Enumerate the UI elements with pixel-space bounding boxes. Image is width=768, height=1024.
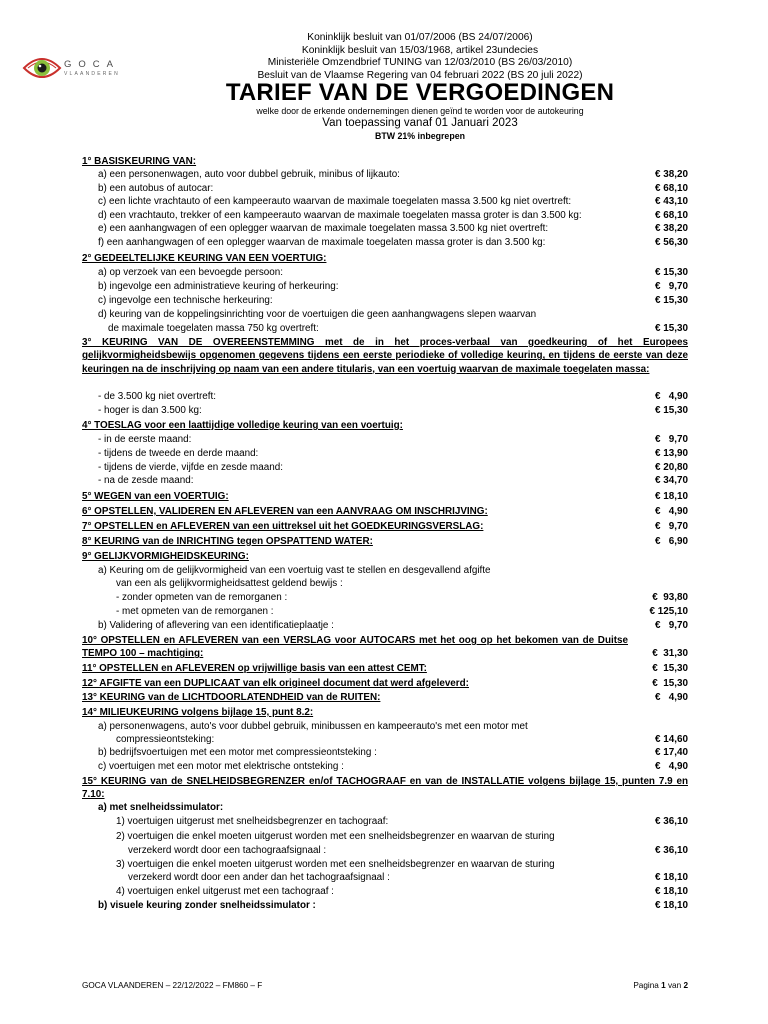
tariff-row bbox=[82, 461, 688, 474]
tariff-label: 1) voertuigen uitgerust met snelheidsbegrenzer en tachograaf: bbox=[116, 816, 389, 827]
section-title: 12° AFGIFTE van een DUPLICAAT van elk origineel document dat werd afgeleverd: bbox=[82, 678, 469, 689]
tariff-price: € 68,10 bbox=[655, 183, 688, 194]
tariff-label: f) een aanhangwagen of een oplegger waarvan de maximale toegelaten massa groter is dan 3.500 kg: bbox=[98, 237, 546, 248]
legal-ref: Koninklijk besluit van 15/03/1968, artikel 23undecies bbox=[301, 44, 539, 56]
tariff-price: € 4,90 bbox=[655, 391, 688, 402]
tariff-price: € 15,30 bbox=[652, 678, 688, 689]
tariff-price: € 18,10 bbox=[655, 886, 688, 897]
section-4-title bbox=[82, 419, 688, 432]
tariff-label: b) een autobus of autocar: bbox=[98, 183, 214, 194]
page-of: van bbox=[667, 981, 682, 990]
tariff-label: b) bedrijfsvoertuigen met een motor met compressieontsteking : bbox=[98, 747, 377, 758]
tariff-price: € 4,90 bbox=[655, 761, 688, 772]
section-title: 2° GEDEELTELIJKE KEURING VAN EEN VOERTUIG: bbox=[82, 253, 327, 264]
tariff-price: € 9,70 bbox=[655, 281, 688, 292]
tariff-label: 2) voertuigen die enkel moeten uitgerust worden met een snelheidsbegrenzer en waarvan de sturing bbox=[116, 831, 555, 842]
section-title: 11° OPSTELLEN en AFLEVEREN op vrijwillige basis van een attest CEMT: bbox=[82, 663, 427, 674]
tariff-price: € 93,80 bbox=[652, 592, 688, 603]
section-title: 13° KEURING van de LICHTDOORLATENDHEID van de RUITEN: bbox=[82, 692, 381, 703]
section-title: 1° BASISKEURING VAN: bbox=[82, 156, 197, 167]
tariff-label: - met opmeten van de remorganen : bbox=[116, 606, 274, 617]
tariff-price: € 9,70 bbox=[655, 434, 688, 445]
tariff-label: a) op verzoek van een bevoegde persoon: bbox=[98, 267, 284, 278]
tariff-price: € 125,10 bbox=[649, 606, 688, 617]
section-2-title bbox=[82, 252, 688, 265]
page-prefix: Pagina bbox=[633, 981, 659, 990]
section-title: 8° KEURING van de INRICHTING tegen OPSPATTEND WATER: bbox=[82, 536, 373, 547]
tariff-price: € 17,40 bbox=[655, 747, 688, 758]
tariff-label: d) een vrachtauto, trekker of een kampeerauto waarvan de maximale toegelaten massa groter is dan 3.500 kg: bbox=[98, 210, 582, 221]
tariff-price: € 13,90 bbox=[655, 448, 688, 459]
tariff-price: € 18,10 bbox=[655, 872, 688, 883]
section-title: 7° OPSTELLEN en AFLEVEREN van een uittreksel uit het GOEDKEURINGSVERSLAG: bbox=[82, 521, 484, 532]
logo-name: GOCA bbox=[64, 59, 120, 70]
section-title: 4° TOESLAG voor een laattijdige volledige keuring van een voertuig: bbox=[82, 420, 403, 431]
tariff-price: € 9,70 bbox=[655, 620, 688, 631]
section-15-title bbox=[82, 775, 688, 802]
tariff-row bbox=[82, 577, 688, 590]
tariff-label: a) personenwagens, auto's voor dubbel gebruik, minibussen en kampeerauto's met een motor met bbox=[98, 721, 528, 732]
tariff-label: a) met snelheidssimulator: bbox=[98, 802, 224, 813]
tariff-row bbox=[82, 591, 688, 604]
tariff-label: de maximale toegelaten massa 750 kg overtreft: bbox=[108, 323, 319, 334]
tariff-row bbox=[82, 195, 688, 208]
page-total: 2 bbox=[683, 981, 688, 990]
tariff-label: c) voertuigen met een motor met elektrische ontsteking : bbox=[98, 761, 344, 772]
tariff-row bbox=[82, 404, 688, 417]
tariff-price: € 15,30 bbox=[655, 405, 688, 416]
tariff-label: verzekerd wordt door een tachograafsignaal : bbox=[128, 845, 327, 856]
tariff-label: 3) voertuigen die enkel moeten uitgerust worden met een snelheidsbegrenzer en waarvan de sturing bbox=[116, 859, 555, 870]
section-1-title bbox=[82, 155, 688, 168]
tariff-label: c) een lichte vrachtauto of een kampeerauto waarvan de maximale toegelaten massa 3.500 kg niet overtreft: bbox=[98, 196, 572, 207]
tariff-row bbox=[82, 619, 688, 632]
tariff-label: - in de eerste maand: bbox=[98, 434, 192, 445]
tariff-price: € 6,90 bbox=[655, 536, 688, 547]
legal-ref: Ministeriële Omzendbrief TUNING van 12/03/2010 (BS 26/03/2010) bbox=[267, 57, 573, 68]
tariff-price: € 15,30 bbox=[655, 267, 688, 278]
tariff-row bbox=[82, 266, 688, 279]
tariff-row bbox=[82, 236, 688, 249]
tariff-row bbox=[82, 647, 688, 660]
tariff-row bbox=[82, 474, 688, 487]
tariff-label: - na de zesde maand: bbox=[98, 475, 194, 486]
tariff-label: - tijdens de vierde, vijfde en zesde maand: bbox=[98, 462, 283, 473]
logo-sub: VLAANDEREN bbox=[64, 71, 120, 77]
tariff-row bbox=[82, 182, 688, 195]
page-current: 1 bbox=[661, 981, 666, 990]
section-title: 10° OPSTELLEN en AFLEVEREN van een VERSLAG voor AUTOCARS met het oog op het bekomen van de Duitse TEMPO 100 – machtiging: bbox=[82, 635, 628, 660]
section-9-title bbox=[82, 550, 688, 563]
tariff-label: b) visuele keuring zonder snelheidssimulator : bbox=[98, 900, 316, 911]
tariff-row bbox=[82, 209, 688, 222]
applicability-date: Van toepassing vanaf 01 Januari 2023 bbox=[322, 117, 518, 129]
footer-reference: GOCA VLAANDEREN – 22/12/2022 – FM860 – F bbox=[82, 981, 263, 990]
tariff-price: € 9,70 bbox=[655, 521, 688, 532]
tariff-price: € 38,20 bbox=[655, 223, 688, 234]
tariff-price: € 43,10 bbox=[655, 196, 688, 207]
tariff-label: compressieontsteking: bbox=[116, 734, 215, 745]
tariff-price: € 4,90 bbox=[655, 692, 688, 703]
section-5-title bbox=[82, 490, 688, 503]
legal-ref: Koninklijk besluit van 01/07/2006 (BS 24/07/2006) bbox=[307, 32, 533, 43]
tariff-label: a) een personenwagen, auto voor dubbel gebruik, minibus of lijkauto: bbox=[98, 169, 400, 180]
tariff-label: verzekerd wordt door een ander dan het tachograafsignaal : bbox=[128, 872, 390, 883]
tariff-row bbox=[82, 733, 688, 746]
tariff-row bbox=[82, 390, 688, 403]
legal-ref: Besluit van de Vlaamse Regering van 04 februari 2022 (BS 20 juli 2022) bbox=[257, 69, 583, 81]
tariff-price: € 36,10 bbox=[655, 816, 688, 827]
section-8-title bbox=[82, 535, 688, 548]
section-title: 14° MILIEUKEURING volgens bijlage 15, punt 8.2: bbox=[82, 707, 314, 718]
page-subtitle: welke door de erkende ondernemingen dienen geïnd te worden voor de autokeuring bbox=[256, 106, 584, 116]
legal-references bbox=[150, 32, 690, 82]
tariff-label: - hoger is dan 3.500 kg: bbox=[98, 405, 202, 416]
tariff-price: € 15,30 bbox=[655, 295, 688, 306]
tariff-row bbox=[82, 760, 688, 773]
section-title: 9° GELIJKVORMIGHEIDSKEURING: bbox=[82, 551, 249, 562]
vat-note: BTW 21% inbegrepen bbox=[375, 131, 465, 141]
section-title: 6° OPSTELLEN, VALIDEREN EN AFLEVEREN van een AANVRAAG OM INSCHRIJVING: bbox=[82, 506, 488, 517]
tariff-label: van een als gelijkvormigheidsattest geldend bewijs : bbox=[116, 578, 343, 589]
tariff-label: 4) voertuigen enkel uitgerust met een tachograaf : bbox=[116, 886, 334, 897]
tariff-row bbox=[82, 871, 688, 884]
section-title: 5° WEGEN van een VOERTUIG: bbox=[82, 491, 229, 502]
tariff-price: € 31,30 bbox=[652, 648, 688, 659]
tariff-price: € 14,60 bbox=[655, 734, 688, 745]
tariff-row bbox=[82, 605, 688, 618]
section-title: 3° KEURING VAN DE OVEREENSTEMMING met de in het proces-verbaal van goedkeuring of het Europees gelijkvormigheidsbewijs opgenomen gegevens tijdens een eerste periodieke of volledige keuring, en tijdens de eerste van deze keuringen na de inschrijving op naam van een andere titularis, van een voertuig waarvan de maximale toegelaten massa: bbox=[82, 337, 688, 375]
tariff-row bbox=[82, 222, 688, 235]
tariff-label: b) Validering of aflevering van een identificatieplaatje : bbox=[98, 620, 334, 631]
eye-logo-icon bbox=[22, 48, 62, 88]
section-3-title bbox=[82, 336, 688, 376]
section-title: 15° KEURING van de SNELHEIDSBEGRENZER en/of TACHOGRAAF en van de INSTALLATIE volgens bijlage 15, punten 7.9 en 7.10: bbox=[82, 776, 688, 801]
tariff-label: - tijdens de tweede en derde maand: bbox=[98, 448, 259, 459]
tariff-row bbox=[82, 280, 688, 293]
tariff-price: € 38,20 bbox=[655, 169, 688, 180]
tariff-price: € 36,10 bbox=[655, 845, 688, 856]
section-12-title bbox=[82, 677, 688, 690]
tariff-price: € 34,70 bbox=[655, 475, 688, 486]
tariff-row bbox=[82, 885, 688, 898]
tariff-label: a) Keuring om de gelijkvormigheid van een voertuig vast te stellen en desgevallend afgifte bbox=[98, 565, 491, 576]
tariff-row bbox=[82, 746, 688, 759]
tariff-label: c) ingevolge een technische herkeuring: bbox=[98, 295, 273, 306]
tariff-row bbox=[82, 858, 688, 871]
tariff-price: € 20,80 bbox=[655, 462, 688, 473]
tariff-price: € 18,10 bbox=[655, 900, 688, 911]
tariff-price: € 68,10 bbox=[655, 210, 688, 221]
section-6-title bbox=[82, 505, 688, 518]
tariff-row bbox=[82, 720, 688, 733]
tariff-price: € 4,90 bbox=[655, 506, 688, 517]
tariff-row bbox=[82, 322, 688, 335]
tariff-row bbox=[82, 433, 688, 446]
tariff-price: € 56,30 bbox=[655, 237, 688, 248]
tariff-row bbox=[82, 447, 688, 460]
tariff-row bbox=[82, 294, 688, 307]
tariff-price: € 15,30 bbox=[655, 323, 688, 334]
goca-logo bbox=[22, 48, 150, 88]
section-14-title bbox=[82, 706, 688, 719]
tariff-label: - de 3.500 kg niet overtreft: bbox=[98, 391, 217, 402]
tariff-label: - zonder opmeten van de remorganen : bbox=[116, 592, 288, 603]
section-11-title bbox=[82, 662, 688, 675]
subsection-title bbox=[82, 801, 688, 814]
tariff-price: € 15,30 bbox=[652, 663, 688, 674]
tariff-row bbox=[82, 815, 688, 828]
tariff-label: b) ingevolge een administratieve keuring of herkeuring: bbox=[98, 281, 339, 292]
tariff-row bbox=[82, 564, 688, 577]
section-7-title bbox=[82, 520, 688, 533]
tariff-row bbox=[82, 899, 688, 912]
page-number bbox=[633, 981, 688, 990]
page-title: TARIEF VAN DE VERGOEDINGEN bbox=[225, 79, 615, 106]
tariff-row bbox=[82, 308, 688, 321]
tariff-row bbox=[82, 168, 688, 181]
tariff-row bbox=[82, 830, 688, 843]
tariff-row bbox=[82, 844, 688, 857]
section-13-title bbox=[82, 691, 688, 704]
tariff-price: € 18,10 bbox=[655, 491, 688, 502]
tariff-label: d) keuring van de koppelingsinrichting voor de voertuigen die geen aanhangwagens slepen waarvan bbox=[98, 309, 537, 320]
tariff-label: e) een aanhangwagen of een oplegger waarvan de maximale toegelaten massa 3.500 kg niet overtreft: bbox=[98, 223, 549, 234]
